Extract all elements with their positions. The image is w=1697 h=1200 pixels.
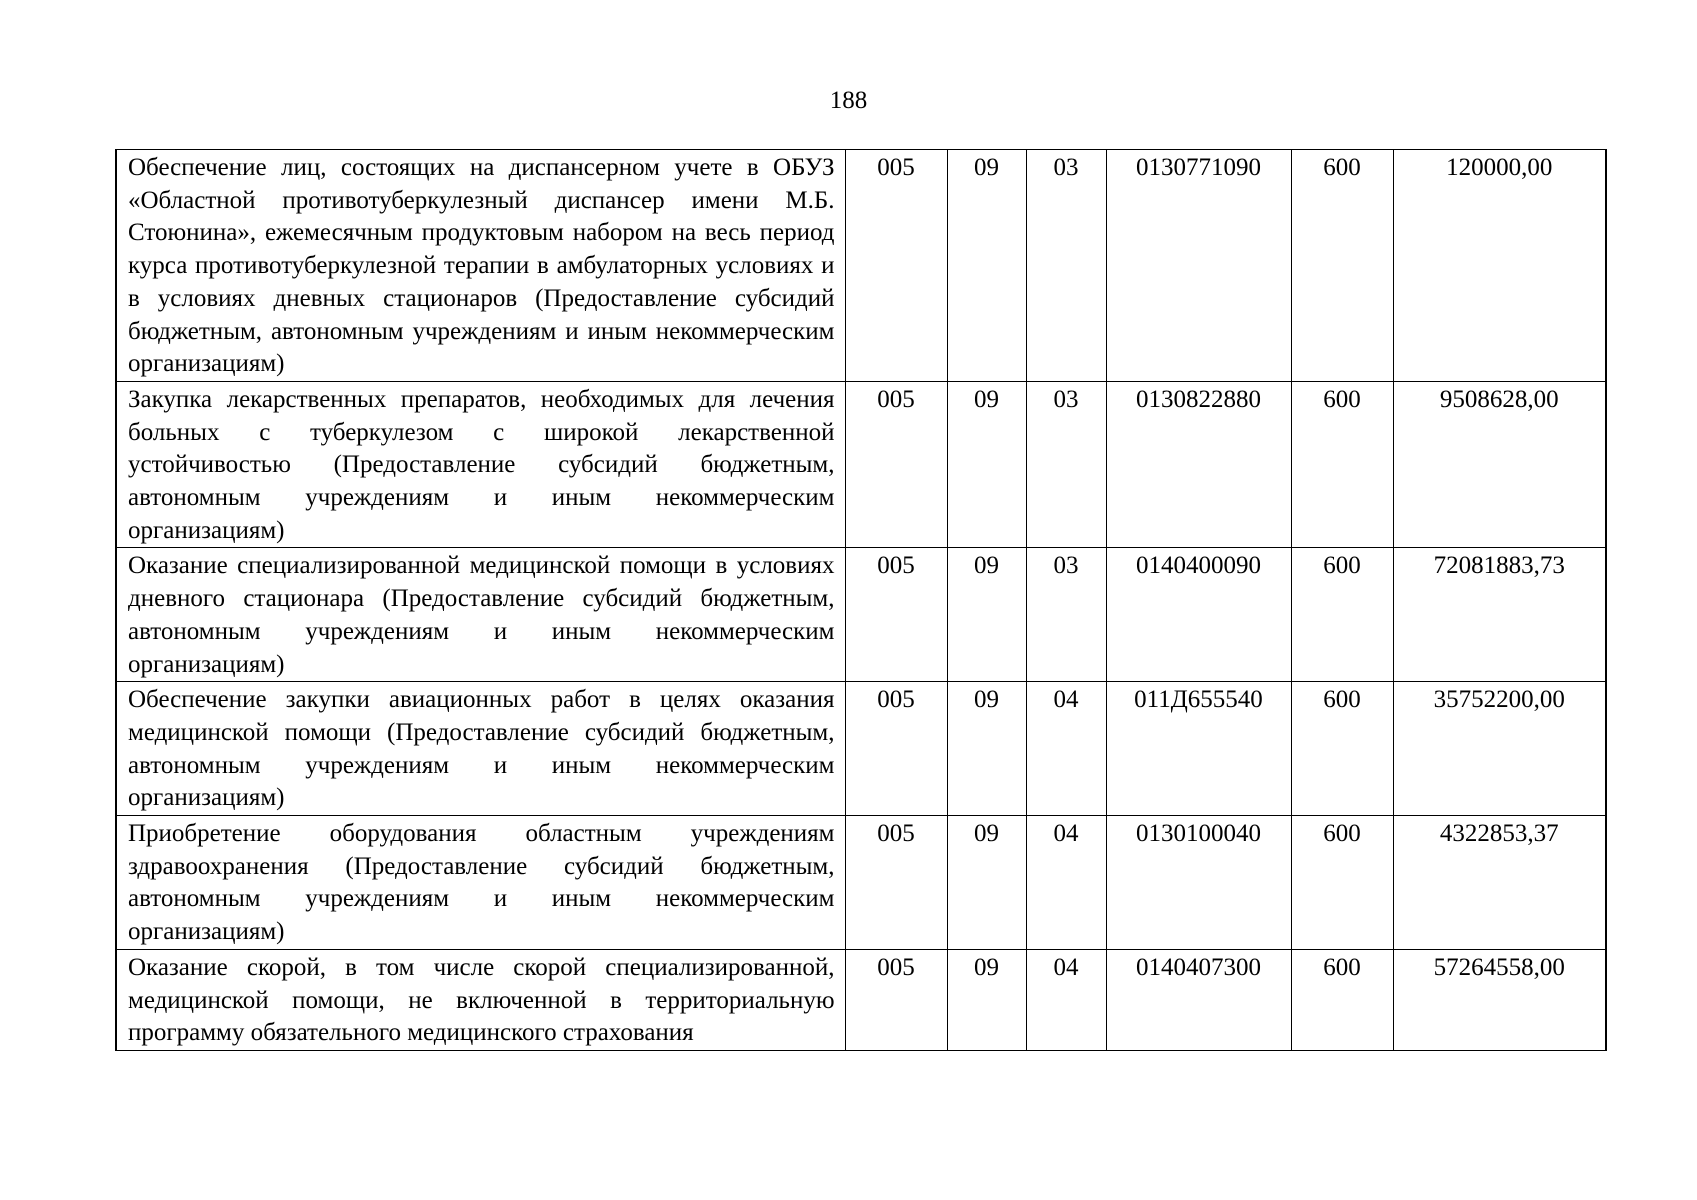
target-article-code: 011Д655540: [1106, 682, 1291, 816]
section-code: 09: [947, 816, 1026, 950]
subsection-code: 03: [1026, 381, 1106, 548]
target-article-code: 0130771090: [1106, 150, 1291, 382]
row-name: Приобретение оборудования областным учреждениям здравоохранения (Предоставление субсидий бюджетным, автономным учреждениям и иным некоммерческим организациям): [116, 816, 845, 950]
expense-type-code: 600: [1291, 682, 1393, 816]
subsection-code: 04: [1026, 816, 1106, 950]
department-code: 005: [845, 682, 947, 816]
amount: 57264558,00: [1393, 949, 1606, 1050]
section-code: 09: [947, 949, 1026, 1050]
subsection-code: 04: [1026, 949, 1106, 1050]
expense-type-code: 600: [1291, 949, 1393, 1050]
table-row: [116, 381, 1606, 548]
row-name: Обеспечение закупки авиационных работ в целях оказания медицинской помощи (Предоставление субсидий бюджетным, автономным учреждениям и иным некоммерческим организациям): [116, 682, 845, 816]
section-code: 09: [947, 150, 1026, 382]
budget-table: [115, 149, 1607, 1051]
department-code: 005: [845, 816, 947, 950]
table-row: [116, 548, 1606, 682]
subsection-code: 04: [1026, 682, 1106, 816]
department-code: 005: [845, 381, 947, 548]
section-code: 09: [947, 682, 1026, 816]
department-code: 005: [845, 949, 947, 1050]
expense-type-code: 600: [1291, 150, 1393, 382]
table-row: [116, 682, 1606, 816]
amount: 9508628,00: [1393, 381, 1606, 548]
row-name: Оказание специализированной медицинской помощи в условиях дневного стационара (Предоставление субсидий бюджетным, автономным учреждениям и иным некоммерческим организациям): [116, 548, 845, 682]
expense-type-code: 600: [1291, 381, 1393, 548]
row-name: Обеспечение лиц, состоящих на диспансерном учете в ОБУЗ «Областной противотуберкулезный диспансер имени М.Б. Стоюнина», ежемесячным продуктовым набором на весь период курса противотуберкулезной терапии в амбулаторных условиях и в условиях дневных стационаров (Предоставление субсидий бюджетным, автономным учреждениям и иным некоммерческим организациям): [116, 150, 845, 382]
amount: 120000,00: [1393, 150, 1606, 382]
row-name: Закупка лекарственных препаратов, необходимых для лечения больных с туберкулезом с широкой лекарственной устойчивостью (Предоставление субсидий бюджетным, автономным учреждениям и иным некоммерческим организациям): [116, 381, 845, 548]
expense-type-code: 600: [1291, 816, 1393, 950]
department-code: 005: [845, 548, 947, 682]
table-row: [116, 816, 1606, 950]
target-article-code: 0140407300: [1106, 949, 1291, 1050]
amount: 35752200,00: [1393, 682, 1606, 816]
amount: 4322853,37: [1393, 816, 1606, 950]
department-code: 005: [845, 150, 947, 382]
row-name: Оказание скорой, в том числе скорой специализированной, медицинской помощи, не включенной в территориальную программу обязательного медицинского страхования: [116, 949, 845, 1050]
subsection-code: 03: [1026, 150, 1106, 382]
subsection-code: 03: [1026, 548, 1106, 682]
target-article-code: 0130100040: [1106, 816, 1291, 950]
amount: 72081883,73: [1393, 548, 1606, 682]
target-article-code: 0130822880: [1106, 381, 1291, 548]
section-code: 09: [947, 381, 1026, 548]
page-number: 188: [829, 87, 868, 114]
table-row: [116, 150, 1606, 382]
table-row: [116, 949, 1606, 1050]
target-article-code: 0140400090: [1106, 548, 1291, 682]
expense-type-code: 600: [1291, 548, 1393, 682]
section-code: 09: [947, 548, 1026, 682]
